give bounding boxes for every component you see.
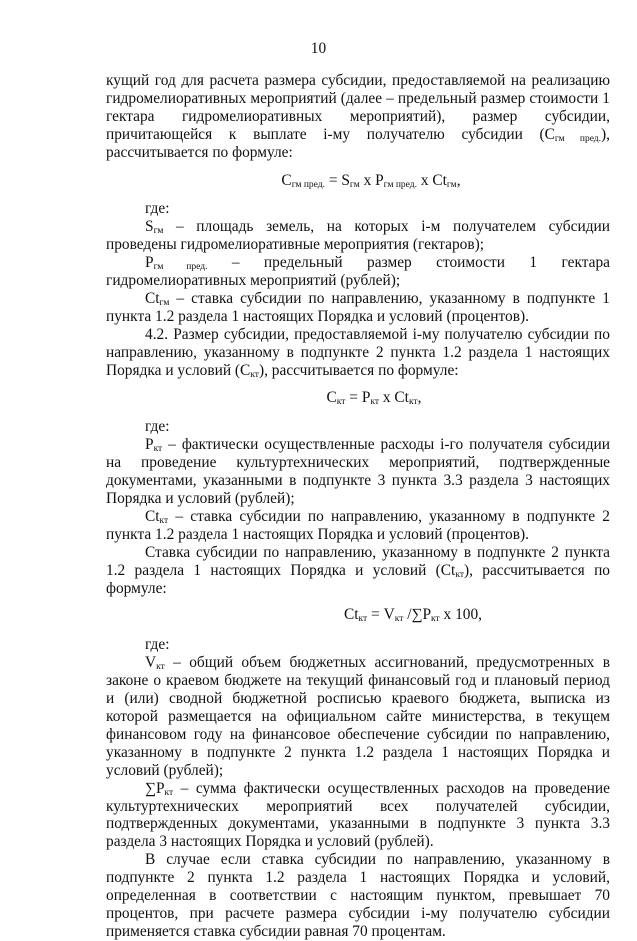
where-label: где: xyxy=(145,200,170,218)
definition-s-gm: $S_{гм}$ – площадь земель, на которых i-м получателем субсидии проведены гидромелиоративные мероприятия (гектаров); xyxy=(106,218,610,254)
definition-ct-kt: $Ct_{кт}$ – ставка субсидии по направлению, указанному в подпункте 2 пункта 1.2 раздела 1 настоящих Порядка и условий (процентов). xyxy=(106,507,610,543)
final-paragraph: В случае если ставка субсидии по направлению, указанному в подпункте 2 пункта 1.2 раздела 1 настоящих Порядка и условий, определенная в соответствии с настоящим пунктом, превышает 70 процентов, при расчете размера субсидии i-му получателю субсидии применяется ставка субсидии равная 70 процентам. xyxy=(106,851,610,940)
paragraph-rate: Ставка субсидии по направлению, указанному в подпункте 2 пункта 1.2 раздела 1 настоящих Порядка и условий $(Ct_{кт})$, рассчитывается по формуле: xyxy=(106,543,611,597)
intro-paragraph: кущий год для расчета размера субсидии, предоставляемой на реализацию гидромелиоративных мероприятий (далее – предельный размер стоимости 1 гектара гидромелиоративных мероприятий), размер субсидии, причитающейся к выплате i-му получателю субсидии $(С_{гм пред.})$, рассчитывается по формуле: xyxy=(106,72,611,161)
formula-culture: $С_{кт} = Р_{кт}$ х $Ct_{кт}$, xyxy=(326,388,422,407)
definition-sum-p-kt: $\sum Р_{кт}$ – сумма фактически осуществленных расходов на проведение культуртехнических мероприятий всех получателей субсидии, подтвержденных документами, указанными в подпункте 3 пункта 3.3 раздела 3 настоящих Порядка и условий (рублей). xyxy=(106,779,610,851)
paragraph-4-2: 4.2. Размер субсидии, предоставляемой i-му получателю субсидии по направлению, указанному в подпункте 2 пункта 1.2 раздела 1 настоящих Порядка и условий $(С_{кт})$, рассчитывается по формуле: xyxy=(106,325,610,380)
formula-hydro: $С_{гм пред.} = S_{гм}$ х $Р_{гм пред.}$ х $Ct_{гм}$, xyxy=(281,171,461,190)
definition-v-kt: $V_{кт}$ – общий объем бюджетных ассигнований, предусмотренных в законе о краевом бюджете на текущий финансовый год и плановый период и (или) сводной бюджетной росписью краевого бюджета, выписка из которой размещается на официальном сайте министерства, в текущем финансовом году на финансовое обеспечение субсидии по направлению, указанному в подпункте 2 пункта 1.2 раздела 1 настоящих Порядка и условий (рублей); xyxy=(106,654,610,779)
definition-p-gm: $Р_{гм пред.}$ – предельный размер стоимости 1 гектара гидромелиоративных мероприятий (рублей); xyxy=(106,254,611,290)
page-number: 10 xyxy=(310,40,327,57)
document-body xyxy=(106,72,610,941)
definition-p-kt: $Р_{кт}$ – фактически осуществленные расходы i-го получателя субсидии на проведение культуртехнических мероприятий, подтвержденные документами, указанными в подпункте 3 пункта 3.3 раздела 3 настоящих Порядка и условий (рублей); xyxy=(106,436,610,508)
where-label: где: xyxy=(145,636,170,654)
formula-rate: $Ct_{кт} = V_{кт}$ $/\sum Р_{кт}$ х 100, xyxy=(344,606,482,625)
where-label: где: xyxy=(145,418,170,436)
definition-ct-gm: $Ct_{гм}$ – ставка субсидии по направлению, указанному в подпункте 1 пункта 1.2 раздела 1 настоящих Порядка и условий (процентов). xyxy=(106,289,610,325)
